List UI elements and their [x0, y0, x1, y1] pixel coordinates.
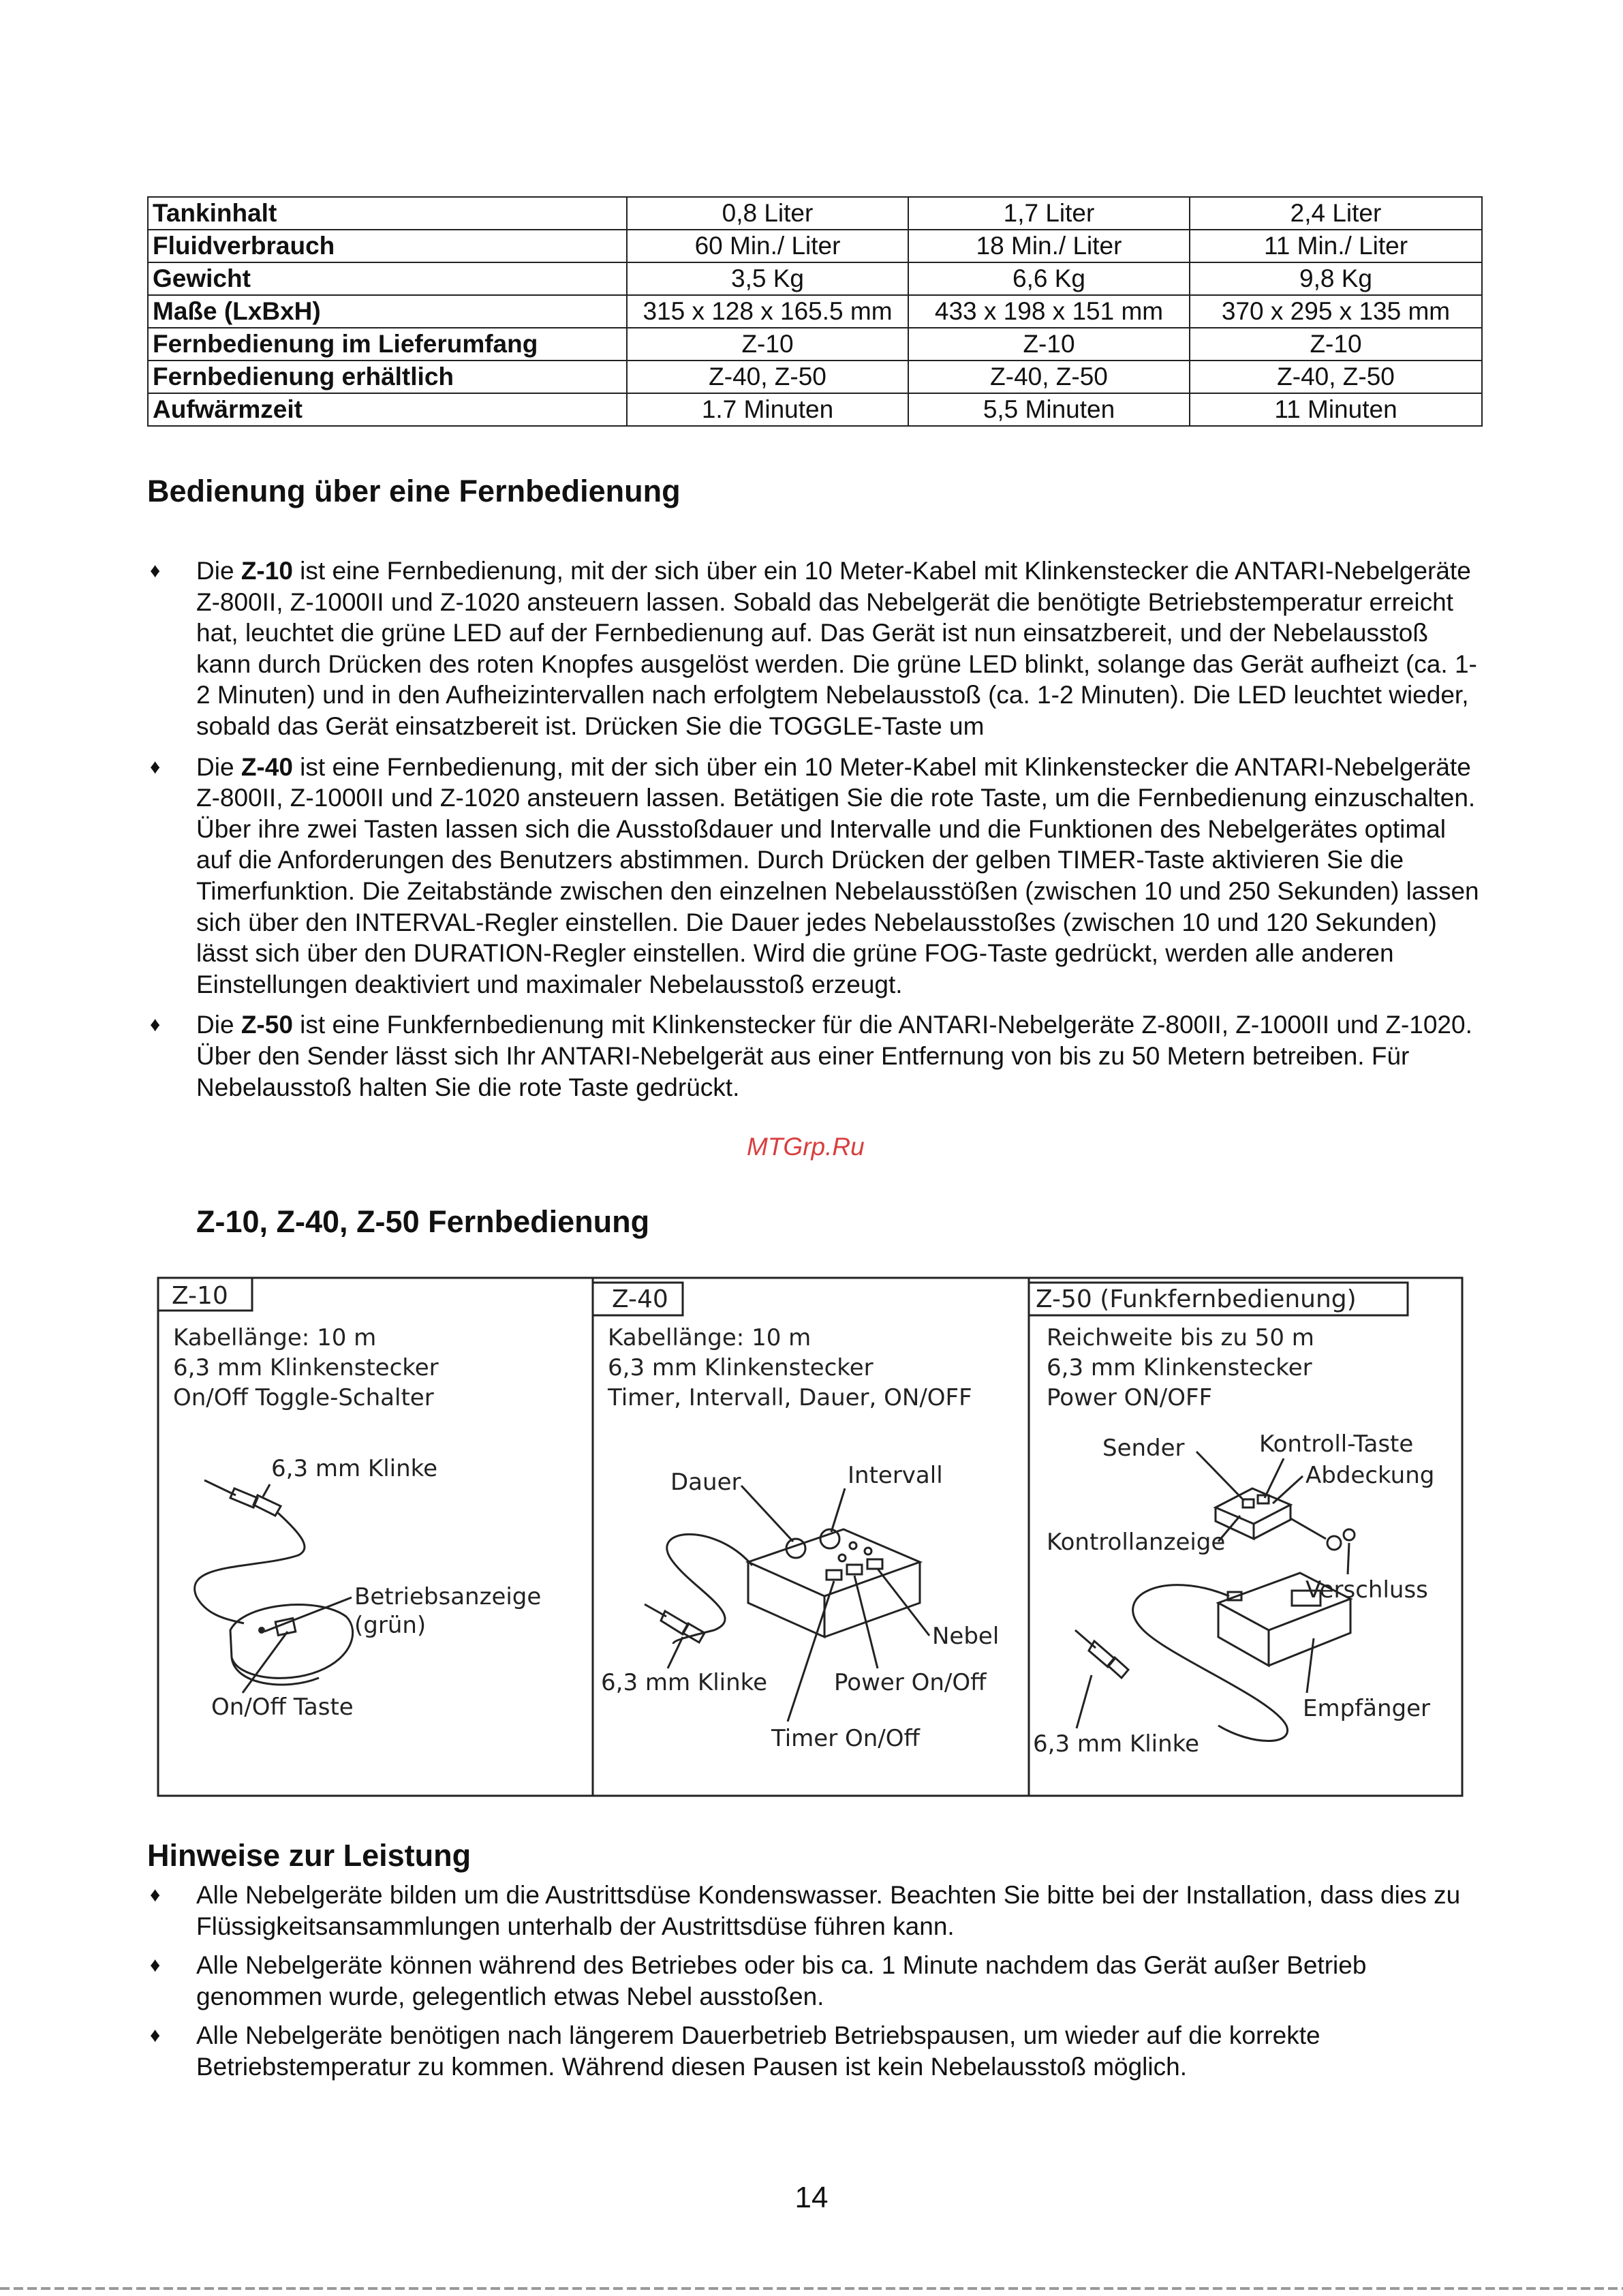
table-cell: 60 Min./ Liter — [627, 230, 908, 262]
callout-label: Nebel — [932, 1623, 1000, 1650]
callout-label: Empfänger — [1303, 1695, 1431, 1722]
spec-line: 6,3 mm Klinkenstecker — [1047, 1354, 1312, 1381]
watermark: MTGrp.Ru — [747, 1133, 865, 1161]
page-edge-divider — [0, 2287, 1623, 2290]
spec-line: Power ON/OFF — [1047, 1384, 1213, 1411]
table-cell: 18 Min./ Liter — [908, 230, 1190, 262]
panel-z40 — [593, 1283, 999, 1752]
leader-line — [1265, 1458, 1284, 1498]
panel-tag: Z-40 — [612, 1285, 668, 1313]
leader-line — [831, 1488, 845, 1532]
spec-table — [147, 196, 1483, 427]
table-cell: 370 x 295 x 135 mm — [1190, 295, 1482, 328]
callout-label: Verschluss — [1305, 1576, 1428, 1604]
row-label: Gewicht — [148, 262, 627, 295]
diamond-bullet-icon: ♦ — [150, 1884, 161, 1906]
model-name: Z-50 — [241, 1011, 293, 1039]
table-cell: 2,4 Liter — [1190, 197, 1482, 230]
panel-z50 — [1029, 1283, 1434, 1758]
spec-line: Timer, Intervall, Dauer, ON/OFF — [608, 1384, 972, 1411]
table-cell: 6,6 Kg — [908, 262, 1190, 295]
callout-label: Intervall — [848, 1462, 943, 1489]
callout-label: (grün) — [354, 1612, 427, 1639]
diamond-bullet-icon: ♦ — [150, 1013, 161, 1037]
callout-label: 6,3 mm Klinke — [271, 1455, 438, 1482]
section-heading-remote: Bedienung über eine Fernbedienung — [147, 474, 681, 508]
callout-label: 6,3 mm Klinke — [601, 1669, 768, 1696]
spec-line: 6,3 mm Klinkenstecker — [608, 1354, 874, 1381]
list-item — [147, 1950, 1484, 2012]
callout-label: Dauer — [670, 1469, 741, 1496]
page-number: 14 — [794, 2181, 829, 2214]
row-label: Maße (LxBxH) — [148, 295, 627, 328]
table-cell: 0,8 Liter — [627, 197, 908, 230]
callout-label: Timer On/Off — [771, 1725, 920, 1752]
z10-remote-icon — [230, 1605, 353, 1685]
table-row — [148, 295, 1482, 328]
table-row — [148, 262, 1482, 295]
table-cell: Z-40, Z-50 — [908, 361, 1190, 393]
model-name: Z-10 — [241, 557, 293, 585]
list-item — [147, 1880, 1484, 1942]
panel-tag: Z-10 — [172, 1282, 228, 1310]
leader-line — [788, 1581, 834, 1721]
list-item — [147, 2020, 1484, 2082]
item-text: Alle Nebelgeräte können während des Betriebes oder bis ca. 1 Minute nachdem das Gerät außer Betrieb genommen wurde, gelegentlich etwas Nebel ausstoßen. — [196, 1951, 1367, 2010]
diamond-bullet-icon: ♦ — [150, 2024, 161, 2047]
leader-line — [1273, 1476, 1303, 1503]
table-cell: 1.7 Minuten — [627, 393, 908, 426]
table-cell: 1,7 Liter — [908, 197, 1190, 230]
callout-label: Betriebsanzeige — [354, 1583, 542, 1610]
table-cell: 11 Minuten — [1190, 393, 1482, 426]
row-label: Fernbedienung im Lieferumfang — [148, 328, 627, 361]
table-cell: 11 Min./ Liter — [1190, 230, 1482, 262]
leader-line — [1307, 1638, 1314, 1693]
callout-label: Sender — [1102, 1435, 1185, 1462]
table-row — [148, 393, 1482, 426]
table-cell: Z-40, Z-50 — [627, 361, 908, 393]
cable — [195, 1513, 305, 1623]
table-cell: 9,8 Kg — [1190, 262, 1482, 295]
table-row — [148, 328, 1482, 361]
list-item — [147, 752, 1484, 1000]
item-text: ist eine Fernbedienung, mit der sich über ein 10 Meter-Kabel mit Klinkenstecker die ANTARI-Nebelgeräte Z-800II, Z-1000II und Z-1020 ansteuern lassen. Sobald das Nebelgerät die benötigte Betriebstemperatur erreicht hat, leuchtet die grüne LED auf der Fernbedienung auf. Das Gerät ist nun einsatzbereit, und der Nebelausstoß kann durch Drücken des roten Knopfes ausgelöst werden. Die grüne LED blinkt, solange das Gerät aufheizt (ca. 1-2 Minuten) und in den Aufheizintervallen nach erfolgtem Nebelausstoß (ca. 1-2 Minuten). Die LED leuchtet wieder, sobald das Gerät einsatzbereit ist. Drücken Sie die TOGGLE-Taste um — [196, 557, 1477, 740]
table-cell: 315 x 128 x 165.5 mm — [627, 295, 908, 328]
spec-line: 6,3 mm Klinkenstecker — [173, 1354, 439, 1381]
spec-line: Kabellänge: 10 m — [173, 1324, 377, 1351]
jack-plug-icon — [1075, 1630, 1128, 1678]
callout-label: 6,3 mm Klinke — [1033, 1730, 1200, 1758]
list-item — [147, 1009, 1484, 1103]
row-label: Fernbedienung erhältlich — [148, 361, 627, 393]
diamond-bullet-icon: ♦ — [150, 560, 161, 582]
cable — [667, 1534, 752, 1644]
table-row — [148, 361, 1482, 393]
leader-line — [263, 1484, 270, 1497]
panel-z10 — [158, 1278, 541, 1721]
table-row — [148, 230, 1482, 262]
table-row — [148, 197, 1482, 230]
section-heading-hints: Hinweise zur Leistung — [147, 1838, 472, 1873]
item-lead: Die — [196, 1011, 241, 1039]
remote-figure — [155, 1276, 1466, 1799]
leader-line — [854, 1576, 878, 1668]
leader-line — [1348, 1543, 1349, 1574]
table-cell: Z-10 — [908, 328, 1190, 361]
callout-label: On/Off Taste — [211, 1694, 354, 1721]
item-text: Alle Nebelgeräte benötigen nach längerem Dauerbetrieb Betriebspausen, um wieder auf die korrekte Betriebstemperatur zu kommen. Während diesen Pausen ist kein Nebelausstoß möglich. — [196, 2021, 1320, 2081]
jack-plug-icon — [645, 1604, 705, 1642]
leader-line — [1196, 1452, 1244, 1501]
item-text: ist eine Funkfernbedienung mit Klinkenstecker für die ANTARI-Nebelgeräte Z-800II, Z-1000II und Z-1020. Über den Sender lässt sich Ihr ANTARI-Nebelgerät aus einer Entfernung von bis zu 50 Metern betreiben. Für Nebelausstoß halten Sie die rote Taste gedrückt. — [196, 1011, 1472, 1101]
callout-label: Abdeckung — [1305, 1462, 1435, 1489]
table-cell: Z-40, Z-50 — [1190, 361, 1482, 393]
leader-line — [1077, 1675, 1092, 1728]
item-lead: Die — [196, 752, 241, 781]
table-cell: 5,5 Minuten — [908, 393, 1190, 426]
callout-label: Power On/Off — [834, 1669, 987, 1696]
diamond-bullet-icon: ♦ — [150, 755, 161, 778]
item-lead: Die — [196, 557, 241, 585]
row-label: Fluidverbrauch — [148, 230, 627, 262]
item-text: Alle Nebelgeräte bilden um die Austrittsdüse Kondenswasser. Beachten Sie bitte bei der Installation, dass dies zu Flüssigkeitsansammlungen unterhalb der Austrittsdüse führen kann. — [196, 1881, 1461, 1940]
diamond-bullet-icon: ♦ — [150, 1954, 161, 1977]
item-text: ist eine Fernbedienung, mit der sich über ein 10 Meter-Kabel mit Klinkenstecker die ANTARI-Nebelgeräte Z-800II, Z-1000II und Z-1020 ansteuern lassen. Betätigen Sie die rote Taste, um die Fernbedienung einzuschalten. Über ihre zwei Tasten lassen sich die Ausstoßdauer und Intervalle und die Funktionen des Nebelgerätes optimal auf die Anforderungen des Benutzers abstimmen. Durch Drücken der gelben TIMER-Taste aktivieren Sie die Timerfunktion. Die Zeitabstände zwischen den einzelnen Nebelausstößen (zwischen 10 und 250 Sekunden) lassen sich über den INTERVAL-Regler einstellen. Die Dauer jedes Nebelausstoßes (zwischen 10 und 120 Sekunden) lässt sich über den DURATION-Regler einstellen. Wird die grüne FOG-Taste gedrückt, werden alle anderen Einstellungen deaktiviert und maximaler Nebelausstoß erzeugt. — [196, 752, 1479, 998]
leader-line — [741, 1486, 793, 1542]
panel-tag: Z-50 (Funkfernbedienung) — [1036, 1285, 1357, 1313]
row-label: Tankinhalt — [148, 197, 627, 230]
table-cell: 433 x 198 x 151 mm — [908, 295, 1190, 328]
row-label: Aufwärmzeit — [148, 393, 627, 426]
table-cell: 3,5 Kg — [627, 262, 908, 295]
table-cell: Z-10 — [627, 328, 908, 361]
remote-list — [147, 555, 1484, 1112]
callout-label: Kontroll-Taste — [1259, 1430, 1414, 1458]
figure-heading: Z-10, Z-40, Z-50 Fernbedienung — [196, 1204, 650, 1239]
spec-line: Kabellänge: 10 m — [608, 1324, 812, 1351]
leader-line — [264, 1597, 352, 1632]
spec-line: On/Off Toggle-Schalter — [173, 1384, 434, 1411]
spec-line: Reichweite bis zu 50 m — [1047, 1324, 1314, 1351]
model-name: Z-40 — [241, 752, 293, 781]
table-cell: Z-10 — [1190, 328, 1482, 361]
callout-label: Kontrollanzeige — [1047, 1529, 1226, 1556]
leader-line — [878, 1569, 929, 1636]
hints-list — [147, 1880, 1484, 2091]
list-item — [147, 555, 1484, 742]
